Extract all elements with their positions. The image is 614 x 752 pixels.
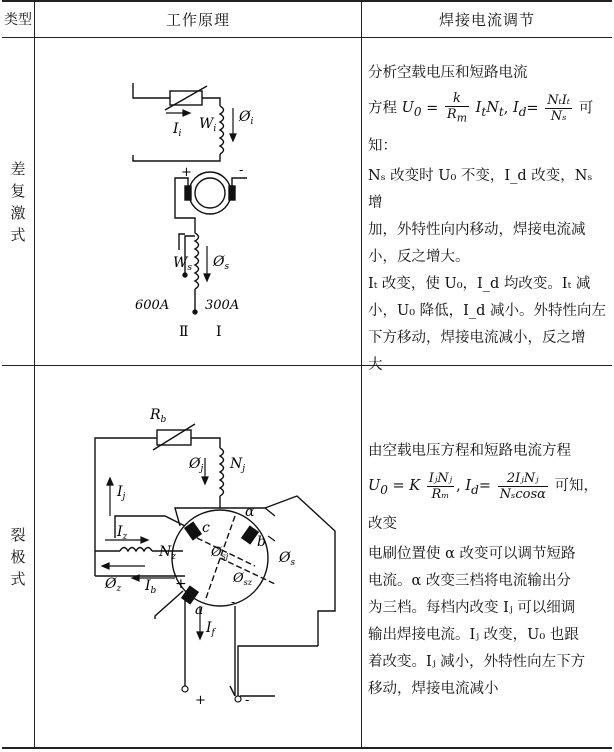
label-ib: $I_b$ (145, 578, 157, 596)
label-a: a (195, 602, 204, 618)
label-ij: $I_j$ (117, 484, 126, 502)
row1-type (2, 38, 34, 365)
label-600a: 600A (135, 298, 170, 313)
row1-para2-line: 大 (368, 357, 383, 374)
header-type: 类型 (4, 12, 32, 28)
label-nj: $N_j$ (230, 456, 246, 474)
row1-intro: 分析空载电压和短路电流 (368, 65, 528, 81)
label-plus: + (181, 165, 192, 180)
row1-equation: 方程 $U_0$ = $\frac{k}{R_m}$ $I_tN_t$, $I_d=$ $\frac{\text{NₜIₜ}}{\text{Nₛ}}$ 可知： (368, 91, 594, 155)
label-phi-sz: $Ø_{sz}$ (233, 571, 252, 587)
label-phi-j: $Ø_j$ (189, 456, 204, 474)
row1-para1-line: 小，反之增大。 (368, 249, 470, 266)
label-nz: $N_z$ (159, 544, 176, 562)
row1-para2-line: Iₜ 改变，使 U₀，I_d 均改变。Iₜ 减 (368, 276, 591, 293)
label-b: b (257, 534, 266, 550)
table-bottom-border (2, 747, 612, 749)
label-phi-sj: $Ø_{sj}$ (211, 545, 229, 561)
row2-type-char: 裂 (10, 525, 26, 544)
label-out-minus: - (245, 693, 250, 708)
row1-para2-line: 小，U₀ 降低，I_d 减小。外特性向左 (368, 303, 607, 320)
label-alpha: α (245, 504, 255, 520)
label-minus: - (239, 163, 244, 178)
label-rb: $R_b$ (150, 407, 167, 425)
row1-para1-line: 加，外特性向内移动，焊接电流减 (368, 222, 586, 239)
row1-description (368, 60, 610, 379)
row2-description (368, 438, 610, 703)
label-if: $I_f$ (206, 620, 215, 638)
split-pole-diagram (35, 366, 361, 747)
row2-type-char: 式 (10, 569, 26, 588)
label-wi: $W_i$ (199, 116, 217, 134)
row2-type-char: 极 (10, 547, 26, 566)
col-divider-2 (361, 0, 362, 749)
label-out-plus: + (195, 693, 206, 708)
label-ws: $W_s$ (173, 255, 193, 273)
label-ii: $I_i$ (173, 121, 182, 139)
header-regulation: 焊接电流调节 (438, 10, 535, 29)
label-iz: $I_z$ (117, 524, 128, 542)
label-300a: 300A (205, 298, 240, 313)
row2-para-line: 电刷位置使 α 改变可以调节短路 (368, 545, 576, 562)
header-principle: 工作原理 (165, 10, 230, 29)
row2-type (2, 366, 34, 747)
label-minus-small: - (231, 595, 236, 609)
row2-para-line: 着改变。Iⱼ 减小，外特性向左下方 (368, 653, 586, 670)
label-roman-1: Ⅰ (216, 324, 222, 340)
row1-para2-line: 下方移动，焊接电流减小，反之增 (368, 330, 586, 347)
row2-para-line: 移动，焊接电流减小 (368, 680, 499, 697)
row1-type-char: 复 (10, 181, 26, 200)
row1-para1-line: Nₛ 改变时 U₀ 不变，I_d 改变，Nₛ 增 (368, 168, 593, 212)
regulation-table (2, 0, 612, 750)
label-roman-2: Ⅱ (179, 324, 189, 340)
row2-para-line: 输出焊接电流。Iⱼ 改变，U₀ 也跟 (368, 626, 579, 643)
label-plus: + (175, 576, 187, 592)
row2-para-line: 电流。α 改变三档将电流输出分 (368, 572, 571, 589)
label-c: c (202, 520, 210, 536)
label-phi-s: $Ø_s$ (213, 254, 230, 272)
row2-intro: 由空载电压方程和短路电流方程 (368, 443, 571, 459)
row2-equation: $U_0 = K$ $\frac{\text{IⱼNⱼ}}{\text{Rₘ}}$ , $I_d=$ $\frac{\text{2IⱼNⱼ}}{\text{Nₛcosα}}$ 可知，改变 (368, 470, 598, 532)
row2-para-line: 为三档。每档内改变 Iⱼ 可以细调 (368, 599, 576, 616)
row1-type-char: 差 (10, 159, 26, 178)
row1-type-char: 激 (10, 203, 26, 222)
label-phi-s: $Ø_s$ (279, 550, 296, 568)
row1-type-char: 式 (10, 225, 26, 244)
label-phi-z: $Ø_z$ (105, 576, 122, 594)
differential-compound-diagram (35, 38, 361, 365)
label-phi-i: $Ø_i$ (239, 109, 254, 127)
